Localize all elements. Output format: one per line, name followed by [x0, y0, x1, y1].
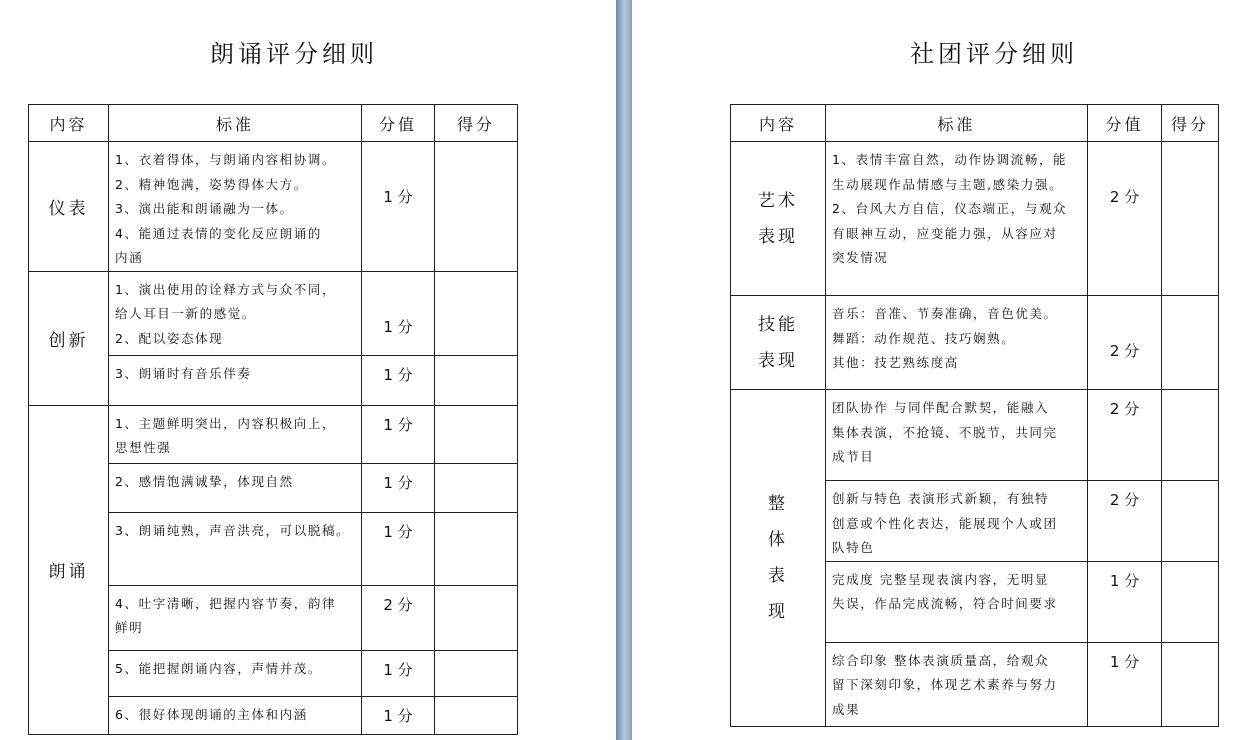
- criteria-line: 3、朗诵纯熟，声音洪亮，可以脱稿。: [115, 522, 351, 538]
- points-cell: 1 分: [1088, 561, 1162, 642]
- page-title-recitation: 朗诵评分细则: [210, 40, 378, 68]
- criteria-line: 内涵: [115, 250, 144, 265]
- criteria-cell: [109, 405, 362, 463]
- earned-score-cell[interactable]: [1162, 481, 1219, 562]
- category-innovation: 创新: [29, 271, 109, 405]
- criteria-cell: [109, 355, 362, 405]
- category-artistic-expression: [731, 142, 826, 296]
- criteria-line: 音乐：音准、节奏准确，音色优美。: [832, 306, 1058, 321]
- criteria-line: 有眼神互动，应变能力强，从容应对: [832, 225, 1058, 241]
- category-line: 表现: [758, 350, 798, 371]
- points-cell: 1 分: [362, 271, 435, 355]
- category-line: 表现: [758, 226, 798, 247]
- table-row: [731, 142, 1219, 296]
- category-skill-expression: [731, 296, 826, 390]
- criteria-line: 1、衣着得体，与朗诵内容相协调。: [115, 152, 337, 167]
- right-page: [632, 0, 1240, 740]
- header-earned: 得分: [435, 105, 518, 142]
- criteria-line: 6、很好体现朗诵的主体和内涵: [115, 706, 308, 722]
- criteria-cell: [109, 696, 362, 734]
- criteria-line: 2、精神饱满，姿势得体大方。: [115, 176, 308, 192]
- club-score-table: [730, 104, 1219, 727]
- header-standard: 标准: [109, 105, 362, 142]
- page-divider: [616, 0, 632, 740]
- criteria-line: 2、感情饱满诚挚，体现自然: [115, 473, 294, 489]
- criteria-cell: [826, 296, 1088, 390]
- table-row: [731, 390, 1219, 481]
- earned-score-cell[interactable]: [435, 696, 518, 734]
- table-row: [29, 142, 518, 272]
- criteria-cell: [109, 271, 362, 355]
- criteria-line: 3、朗诵时有音乐伴奏: [115, 365, 252, 381]
- table-row: [731, 296, 1219, 390]
- criteria-line: 给人耳目一新的感觉。: [115, 306, 257, 321]
- criteria-cell: [109, 463, 362, 512]
- criteria-cell: [826, 142, 1088, 296]
- points-cell: 1 分: [362, 650, 435, 696]
- category-line: 艺术: [758, 190, 798, 211]
- criteria-line: 失误，作品完成流畅，符合时间要求: [832, 596, 1058, 611]
- criteria-cell: [826, 390, 1088, 481]
- header-points: 分值: [1088, 105, 1162, 142]
- criteria-line: 综合印象 整体表演质量高，给观众: [832, 652, 1050, 668]
- points-cell: 1 分: [362, 355, 435, 405]
- points-cell: 1 分: [1088, 642, 1162, 726]
- table-row: [29, 271, 518, 355]
- criteria-line: 完成度 完整呈现表演内容，无明显: [832, 571, 1050, 587]
- header-content: 内容: [29, 105, 109, 142]
- category-line: 现: [768, 601, 788, 622]
- criteria-line: 2、配以姿态体现: [115, 330, 224, 346]
- points-cell: 1 分: [362, 512, 435, 585]
- criteria-line: 集体表演，不抢镜、不脱节，共同完: [832, 424, 1058, 440]
- points-cell: 1 分: [362, 463, 435, 512]
- earned-score-cell[interactable]: [1162, 390, 1219, 481]
- points-cell: 2 分: [1088, 481, 1162, 562]
- criteria-line: 创意或个性化表达，能展现个人或团: [832, 515, 1058, 531]
- criteria-line: 舞蹈：动作规范、技巧娴熟。: [832, 330, 1016, 346]
- points-cell: 2 分: [1088, 296, 1162, 390]
- category-line: 整: [768, 493, 788, 514]
- category-recitation: 朗诵: [29, 405, 109, 734]
- left-page: [0, 0, 616, 740]
- criteria-line: 队特色: [832, 540, 875, 555]
- criteria-line: 3、演出能和朗诵融为一体。: [115, 201, 294, 216]
- criteria-cell: [109, 142, 362, 272]
- earned-score-cell[interactable]: [435, 650, 518, 696]
- points-cell: 2 分: [362, 585, 435, 650]
- criteria-line: 2、台风大方自信，仪态端正，与观众: [832, 201, 1068, 216]
- category-line: 表: [768, 565, 788, 586]
- criteria-line: 其他：技艺熟练度高: [832, 355, 959, 370]
- points-cell: 2 分: [1088, 390, 1162, 481]
- category-line: 技能: [758, 314, 798, 335]
- earned-score-cell[interactable]: [435, 271, 518, 355]
- criteria-line: 成节目: [832, 449, 875, 464]
- criteria-line: 团队协作 与同伴配合默契，能融入: [832, 400, 1050, 415]
- criteria-cell: [826, 642, 1088, 726]
- criteria-line: 突发情况: [832, 250, 889, 265]
- earned-score-cell[interactable]: [1162, 561, 1219, 642]
- criteria-line: 4、吐字清晰，把握内容节奏，韵律: [115, 595, 337, 611]
- page-title-club: 社团评分细则: [910, 40, 1078, 68]
- criteria-line: 1、演出使用的诠释方式与众不同，: [115, 281, 337, 297]
- earned-score-cell[interactable]: [435, 512, 518, 585]
- earned-score-cell[interactable]: [435, 463, 518, 512]
- header-earned: 得分: [1162, 105, 1219, 142]
- earned-score-cell[interactable]: [1162, 142, 1219, 296]
- criteria-cell: [826, 561, 1088, 642]
- header-standard: 标准: [826, 105, 1088, 142]
- criteria-cell: [109, 512, 362, 585]
- earned-score-cell[interactable]: [1162, 642, 1219, 726]
- criteria-cell: [109, 650, 362, 696]
- criteria-line: 成果: [832, 701, 861, 717]
- criteria-cell: [109, 585, 362, 650]
- points-cell: 1 分: [362, 405, 435, 463]
- points-cell: 1 分: [362, 696, 435, 734]
- criteria-line: 1、表情丰富自然，动作协调流畅，能: [832, 152, 1068, 167]
- header-content: 内容: [731, 105, 826, 142]
- criteria-line: 创新与特色 表演形式新颖，有独特: [832, 491, 1050, 506]
- table-header-row: [29, 105, 518, 142]
- criteria-line: 生动展现作品情感与主题,感染力强。: [832, 176, 1064, 192]
- earned-score-cell[interactable]: [435, 142, 518, 272]
- earned-score-cell[interactable]: [435, 585, 518, 650]
- recitation-score-table: [28, 104, 518, 735]
- criteria-line: 4、能通过表情的变化反应朗诵的: [115, 225, 322, 241]
- points-cell: 1 分: [362, 142, 435, 272]
- criteria-line: 1、主题鲜明突出，内容积极向上，: [115, 415, 337, 431]
- earned-score-cell[interactable]: [435, 405, 518, 463]
- criteria-line: 5、能把握朗诵内容，声情并茂。: [115, 660, 322, 676]
- criteria-line: 鲜明: [115, 620, 144, 635]
- criteria-line: 思想性强: [115, 440, 172, 455]
- earned-score-cell[interactable]: [1162, 296, 1219, 390]
- table-header-row: [731, 105, 1219, 142]
- points-cell: 2 分: [1088, 142, 1162, 296]
- category-appearance: 仪表: [29, 142, 109, 272]
- criteria-line: 留下深刻印象，体现艺术素养与努力: [832, 677, 1058, 692]
- earned-score-cell[interactable]: [435, 355, 518, 405]
- category-line: 体: [768, 529, 788, 550]
- table-row: [29, 405, 518, 463]
- header-points: 分值: [362, 105, 435, 142]
- category-overall-performance: [731, 390, 826, 727]
- criteria-cell: [826, 481, 1088, 562]
